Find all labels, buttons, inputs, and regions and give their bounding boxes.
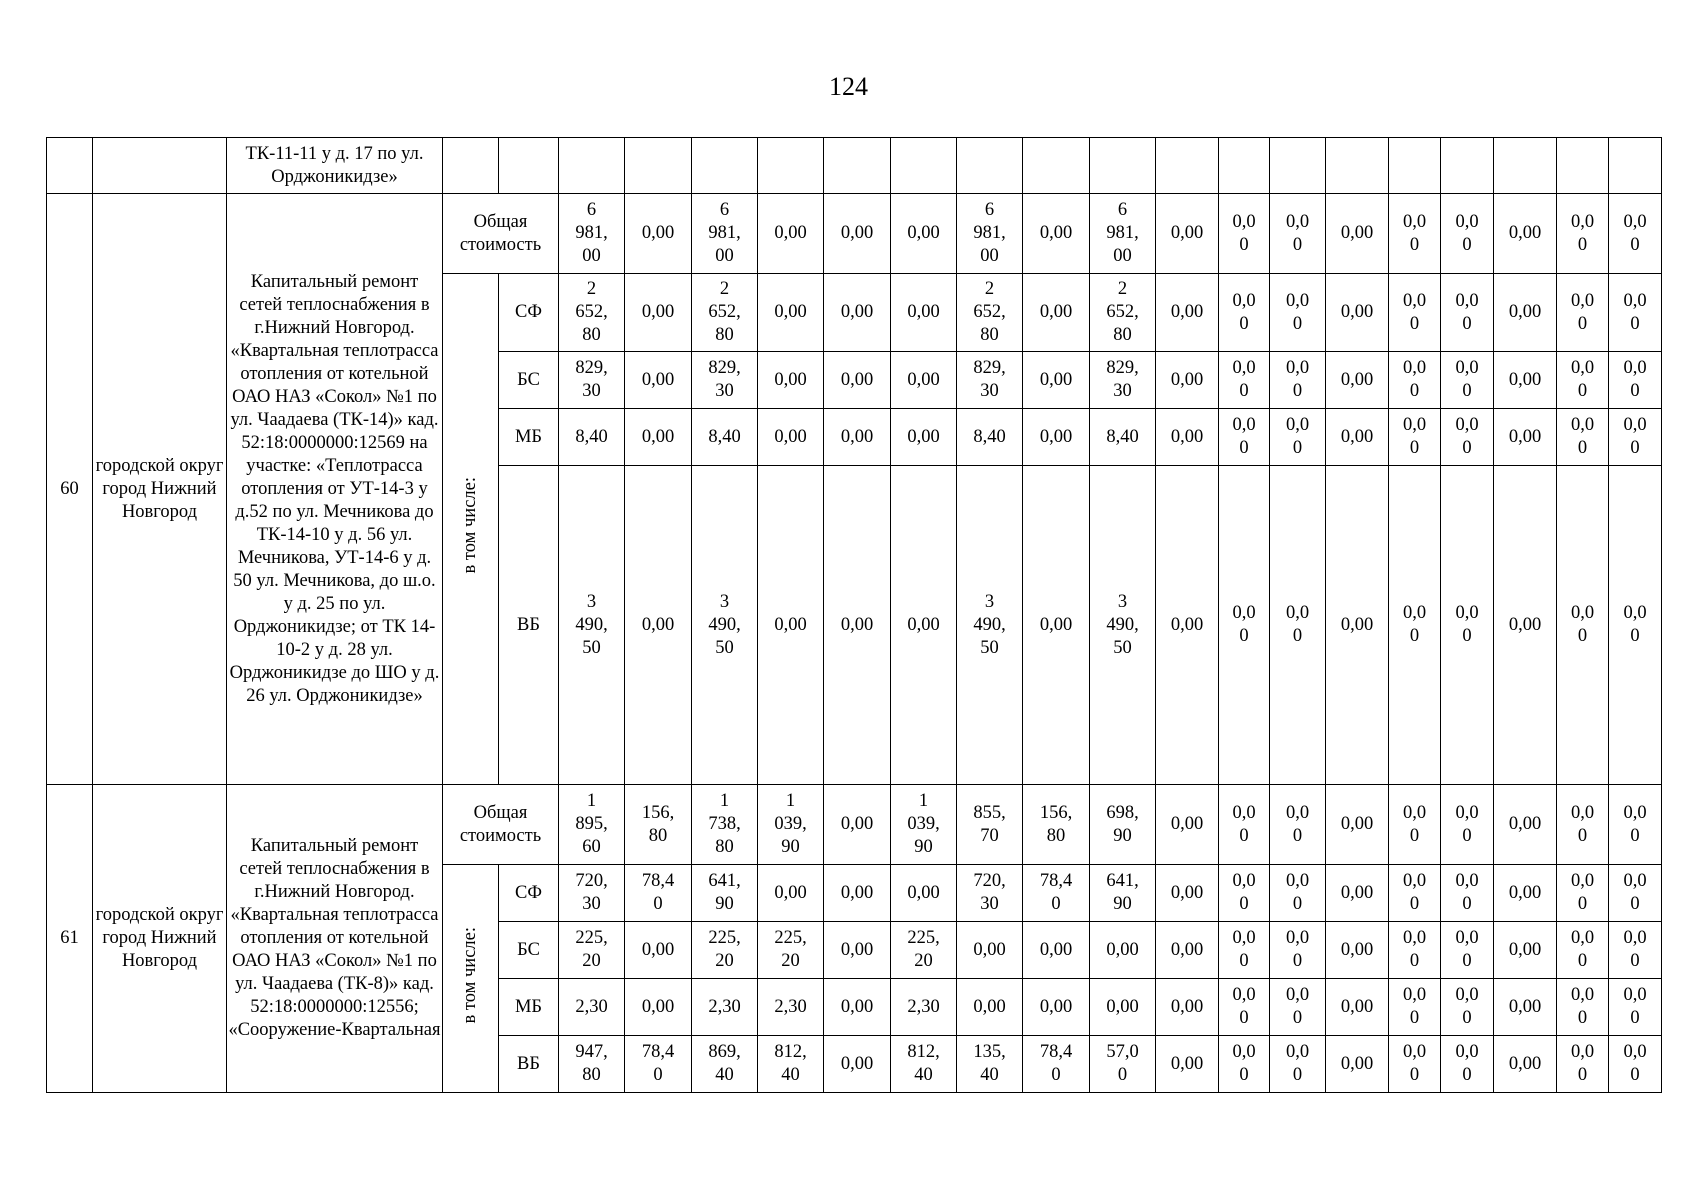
value-cell: 0,00	[1156, 194, 1219, 274]
table-row	[47, 785, 1662, 865]
funding-source-label: ВБ	[499, 466, 559, 785]
value-cell: 0,0 0	[1389, 785, 1441, 865]
funding-source-label: МБ	[499, 979, 559, 1036]
total-cost-label: Общая стоимость	[443, 785, 559, 865]
label-cell	[443, 138, 499, 194]
table-row	[47, 194, 1662, 274]
value-cell: 0,0 0	[1441, 352, 1494, 409]
value-cell: 0,0 0	[1609, 352, 1662, 409]
value-cell: 0,0 0	[1270, 274, 1326, 352]
subgroup-label	[443, 865, 499, 1093]
value-cell: 0,00	[824, 352, 891, 409]
value-cell: 869, 40	[692, 1036, 758, 1093]
value-cell: 0,0 0	[1270, 865, 1326, 922]
value-cell: 135, 40	[957, 1036, 1023, 1093]
description-cell: Капитальный ремонт сетей теплоснабжения в г.Нижний Новгород. «Квартальная теплотрасса отопления от котельной ОАО НАЗ «Сокол» №1 по ул. Чаадаева (ТК-8)» кад. 52:18:0000000:12556; «Сооружение-Квартальная	[227, 785, 443, 1093]
value-cell: 0,0 0	[1270, 785, 1326, 865]
value-cell: 0,00	[1326, 466, 1389, 785]
value-cell: 0,00	[891, 274, 957, 352]
value-cell: 0,00	[824, 979, 891, 1036]
value-cell: 8,40	[559, 409, 625, 466]
value-cell: 0,0 0	[1219, 466, 1270, 785]
funding-source-label: МБ	[499, 409, 559, 466]
value-cell: 0,00	[1156, 865, 1219, 922]
value-cell: 0,00	[1494, 865, 1557, 922]
value-cell: 0,00	[824, 785, 891, 865]
num-cell	[47, 138, 93, 194]
value-cell: 0,00	[1326, 865, 1389, 922]
municipality-cell: городской округ город Нижний Новгород	[93, 194, 227, 785]
funding-source-label: ВБ	[499, 1036, 559, 1093]
value-cell: 0,0 0	[1441, 979, 1494, 1036]
value-cell: 0,00	[625, 352, 692, 409]
value-cell	[957, 138, 1023, 194]
value-cell: 0,00	[1156, 274, 1219, 352]
value-cell: 0,00	[891, 409, 957, 466]
value-cell: 6 981, 00	[957, 194, 1023, 274]
value-cell: 0,00	[1023, 274, 1090, 352]
description-cell: Капитальный ремонт сетей теплоснабжения в г.Нижний Новгород. «Квартальная теплотрасса отопления от котельной ОАО НАЗ «Сокол» №1 по ул. Чаадаева (ТК-14)» кад. 52:18:0000000:12569 на участке: «Теплотрасса отопления от УТ-14-3 у д.52 по ул. Мечникова до ТК-14-10 у д. 56 ул. Мечникова, УТ-14-6 у д. 50 ул. Мечникова, до ш.о. у д. 25 по ул. Орджоникидзе; от ТК 14-10-2 у д. 28 ул. Орджоникидзе до ШО у д. 26 ул. Орджоникидзе»	[227, 194, 443, 785]
value-cell	[1219, 138, 1270, 194]
value-cell: 0,00	[758, 466, 824, 785]
value-cell: 0,0 0	[1609, 865, 1662, 922]
value-cell: 0,00	[824, 922, 891, 979]
value-cell: 855, 70	[957, 785, 1023, 865]
value-cell: 829, 30	[559, 352, 625, 409]
value-cell: 0,0 0	[1441, 785, 1494, 865]
value-cell: 0,00	[1494, 274, 1557, 352]
value-cell: 78,4 0	[625, 865, 692, 922]
value-cell: 698, 90	[1090, 785, 1156, 865]
value-cell: 0,0 0	[1389, 274, 1441, 352]
value-cell: 0,00	[1494, 1036, 1557, 1093]
value-cell: 0,00	[1023, 922, 1090, 979]
funding-source-label: СФ	[499, 865, 559, 922]
value-cell: 0,00	[1326, 194, 1389, 274]
value-cell: 0,00	[1326, 785, 1389, 865]
value-cell	[824, 138, 891, 194]
value-cell: 6 981, 00	[559, 194, 625, 274]
value-cell: 0,00	[1494, 409, 1557, 466]
value-cell: 0,0 0	[1219, 194, 1270, 274]
value-cell	[1326, 138, 1389, 194]
value-cell: 0,00	[625, 274, 692, 352]
value-cell: 0,0 0	[1441, 1036, 1494, 1093]
value-cell: 0,0 0	[1219, 1036, 1270, 1093]
value-cell: 6 981, 00	[692, 194, 758, 274]
value-cell: 0,00	[625, 194, 692, 274]
value-cell: 0,0 0	[1441, 466, 1494, 785]
value-cell: 0,00	[1156, 409, 1219, 466]
value-cell: 0,00	[1326, 922, 1389, 979]
value-cell: 0,00	[957, 979, 1023, 1036]
value-cell	[1270, 138, 1326, 194]
value-cell: 0,00	[1023, 979, 1090, 1036]
value-cell: 156, 80	[625, 785, 692, 865]
subgroup-label-text: в том числе:	[460, 477, 480, 574]
value-cell: 2,30	[559, 979, 625, 1036]
value-cell: 0,00	[758, 352, 824, 409]
value-cell	[1609, 138, 1662, 194]
value-cell: 0,0 0	[1609, 194, 1662, 274]
value-cell: 2,30	[692, 979, 758, 1036]
value-cell	[1389, 138, 1441, 194]
value-cell: 0,00	[1156, 979, 1219, 1036]
value-cell: 225, 20	[692, 922, 758, 979]
value-cell	[1156, 138, 1219, 194]
value-cell: 0,0 0	[1557, 979, 1609, 1036]
value-cell: 3 490, 50	[559, 466, 625, 785]
value-cell: 0,0 0	[1441, 194, 1494, 274]
value-cell: 0,0 0	[1557, 194, 1609, 274]
value-cell: 0,0 0	[1389, 1036, 1441, 1093]
value-cell: 0,0 0	[1609, 979, 1662, 1036]
value-cell	[692, 138, 758, 194]
value-cell: 0,0 0	[1219, 922, 1270, 979]
value-cell	[1494, 138, 1557, 194]
value-cell: 1 895, 60	[559, 785, 625, 865]
value-cell: 0,0 0	[1219, 979, 1270, 1036]
value-cell: 0,0 0	[1270, 922, 1326, 979]
value-cell: 0,00	[625, 922, 692, 979]
value-cell: 78,4 0	[1023, 1036, 1090, 1093]
value-cell: 0,00	[1326, 979, 1389, 1036]
value-cell: 6 981, 00	[1090, 194, 1156, 274]
value-cell: 0,0 0	[1441, 274, 1494, 352]
value-cell: 0,00	[824, 274, 891, 352]
value-cell: 0,00	[1156, 922, 1219, 979]
value-cell: 812, 40	[891, 1036, 957, 1093]
value-cell: 0,0 0	[1389, 194, 1441, 274]
value-cell: 0,00	[1090, 979, 1156, 1036]
value-cell: 0,0 0	[1557, 1036, 1609, 1093]
value-cell: 0,00	[1156, 352, 1219, 409]
value-cell	[559, 138, 625, 194]
value-cell: 0,0 0	[1219, 785, 1270, 865]
value-cell: 225, 20	[891, 922, 957, 979]
value-cell: 0,00	[891, 352, 957, 409]
value-cell: 0,0 0	[1270, 466, 1326, 785]
value-cell: 8,40	[957, 409, 1023, 466]
value-cell: 0,0 0	[1270, 409, 1326, 466]
value-cell: 0,00	[1326, 352, 1389, 409]
value-cell: 0,00	[1326, 1036, 1389, 1093]
value-cell: 0,00	[1023, 409, 1090, 466]
funding-source-label: СФ	[499, 274, 559, 352]
funding-source-label: БС	[499, 352, 559, 409]
value-cell: 0,0 0	[1270, 979, 1326, 1036]
value-cell: 78,4 0	[625, 1036, 692, 1093]
value-cell: 0,0 0	[1609, 409, 1662, 466]
value-cell: 0,0 0	[1557, 865, 1609, 922]
value-cell: 3 490, 50	[692, 466, 758, 785]
value-cell: 0,0 0	[1609, 1036, 1662, 1093]
value-cell: 1 039, 90	[891, 785, 957, 865]
municipality-cell	[93, 138, 227, 194]
description-cell: ТК-11-11 у д. 17 по ул. Орджоникидзе»	[227, 138, 443, 194]
value-cell: 0,0 0	[1557, 922, 1609, 979]
value-cell: 720, 30	[957, 865, 1023, 922]
value-cell: 2 652, 80	[559, 274, 625, 352]
total-cost-label: Общая стоимость	[443, 194, 559, 274]
value-cell: 0,00	[957, 922, 1023, 979]
value-cell: 0,00	[1494, 194, 1557, 274]
table-row	[47, 138, 1662, 194]
value-cell	[1557, 138, 1609, 194]
value-cell: 829, 30	[1090, 352, 1156, 409]
value-cell: 0,0 0	[1609, 785, 1662, 865]
value-cell: 0,0 0	[1219, 865, 1270, 922]
value-cell: 0,00	[1326, 409, 1389, 466]
value-cell: 156, 80	[1023, 785, 1090, 865]
value-cell: 720, 30	[559, 865, 625, 922]
value-cell: 0,00	[1494, 352, 1557, 409]
value-cell: 0,0 0	[1441, 922, 1494, 979]
value-cell: 0,0 0	[1270, 352, 1326, 409]
value-cell: 0,0 0	[1389, 409, 1441, 466]
value-cell: 0,00	[1156, 466, 1219, 785]
value-cell: 0,0 0	[1441, 865, 1494, 922]
value-cell: 0,00	[824, 466, 891, 785]
value-cell: 0,00	[625, 979, 692, 1036]
value-cell: 0,00	[1494, 466, 1557, 785]
value-cell: 0,00	[824, 409, 891, 466]
value-cell: 225, 20	[758, 922, 824, 979]
value-cell: 2,30	[758, 979, 824, 1036]
value-cell: 2 652, 80	[692, 274, 758, 352]
value-cell: 0,00	[758, 409, 824, 466]
value-cell: 0,0 0	[1609, 922, 1662, 979]
value-cell: 641, 90	[1090, 865, 1156, 922]
value-cell: 0,0 0	[1557, 409, 1609, 466]
value-cell: 641, 90	[692, 865, 758, 922]
value-cell: 0,0 0	[1389, 466, 1441, 785]
value-cell: 57,0 0	[1090, 1036, 1156, 1093]
value-cell: 0,00	[1494, 922, 1557, 979]
value-cell: 0,00	[625, 409, 692, 466]
row-number: 60	[47, 194, 93, 785]
value-cell: 0,0 0	[1389, 865, 1441, 922]
value-cell: 0,0 0	[1270, 194, 1326, 274]
value-cell: 0,0 0	[1389, 352, 1441, 409]
value-cell: 8,40	[1090, 409, 1156, 466]
value-cell: 0,0 0	[1557, 785, 1609, 865]
value-cell: 78,4 0	[1023, 865, 1090, 922]
label-cell	[499, 138, 559, 194]
value-cell: 0,00	[758, 194, 824, 274]
value-cell: 0,00	[1023, 194, 1090, 274]
value-cell: 3 490, 50	[957, 466, 1023, 785]
value-cell: 225, 20	[559, 922, 625, 979]
value-cell: 0,0 0	[1441, 409, 1494, 466]
value-cell: 2 652, 80	[1090, 274, 1156, 352]
value-cell: 829, 30	[692, 352, 758, 409]
subgroup-label-text: в том числе:	[460, 926, 480, 1024]
value-cell: 0,0 0	[1557, 352, 1609, 409]
value-cell	[758, 138, 824, 194]
value-cell: 0,00	[1494, 785, 1557, 865]
value-cell: 0,0 0	[1219, 274, 1270, 352]
value-cell: 1 738, 80	[692, 785, 758, 865]
value-cell: 0,00	[1326, 274, 1389, 352]
value-cell: 812, 40	[758, 1036, 824, 1093]
value-cell: 0,00	[758, 274, 824, 352]
value-cell: 829, 30	[957, 352, 1023, 409]
value-cell: 0,0 0	[1219, 352, 1270, 409]
value-cell: 0,00	[824, 194, 891, 274]
value-cell: 0,00	[1156, 1036, 1219, 1093]
value-cell: 2,30	[891, 979, 957, 1036]
value-cell: 0,00	[625, 466, 692, 785]
value-cell	[891, 138, 957, 194]
value-cell: 0,0 0	[1270, 1036, 1326, 1093]
value-cell: 8,40	[692, 409, 758, 466]
value-cell: 0,0 0	[1219, 409, 1270, 466]
value-cell: 0,00	[891, 194, 957, 274]
value-cell: 0,00	[758, 865, 824, 922]
value-cell: 0,0 0	[1389, 979, 1441, 1036]
value-cell	[1023, 138, 1090, 194]
value-cell: 0,00	[1156, 785, 1219, 865]
value-cell: 0,00	[891, 865, 957, 922]
value-cell: 0,00	[1023, 466, 1090, 785]
row-number: 61	[47, 785, 93, 1093]
value-cell	[625, 138, 692, 194]
value-cell: 0,0 0	[1609, 274, 1662, 352]
value-cell: 0,00	[1090, 922, 1156, 979]
municipality-cell: городской округ город Нижний Новгород	[93, 785, 227, 1093]
value-cell: 0,00	[1494, 979, 1557, 1036]
value-cell: 1 039, 90	[758, 785, 824, 865]
value-cell: 0,00	[824, 865, 891, 922]
value-cell: 0,0 0	[1557, 466, 1609, 785]
funding-source-label: БС	[499, 922, 559, 979]
page-number: 124	[829, 72, 868, 101]
value-cell	[1090, 138, 1156, 194]
value-cell: 0,0 0	[1389, 922, 1441, 979]
subgroup-label	[443, 274, 499, 785]
value-cell: 0,00	[1023, 352, 1090, 409]
value-cell: 0,0 0	[1609, 466, 1662, 785]
value-cell: 0,00	[824, 1036, 891, 1093]
value-cell: 3 490, 50	[1090, 466, 1156, 785]
value-cell: 0,0 0	[1557, 274, 1609, 352]
value-cell: 947, 80	[559, 1036, 625, 1093]
value-cell: 2 652, 80	[957, 274, 1023, 352]
budget-table	[46, 137, 1662, 1093]
value-cell: 0,00	[891, 466, 957, 785]
value-cell	[1441, 138, 1494, 194]
